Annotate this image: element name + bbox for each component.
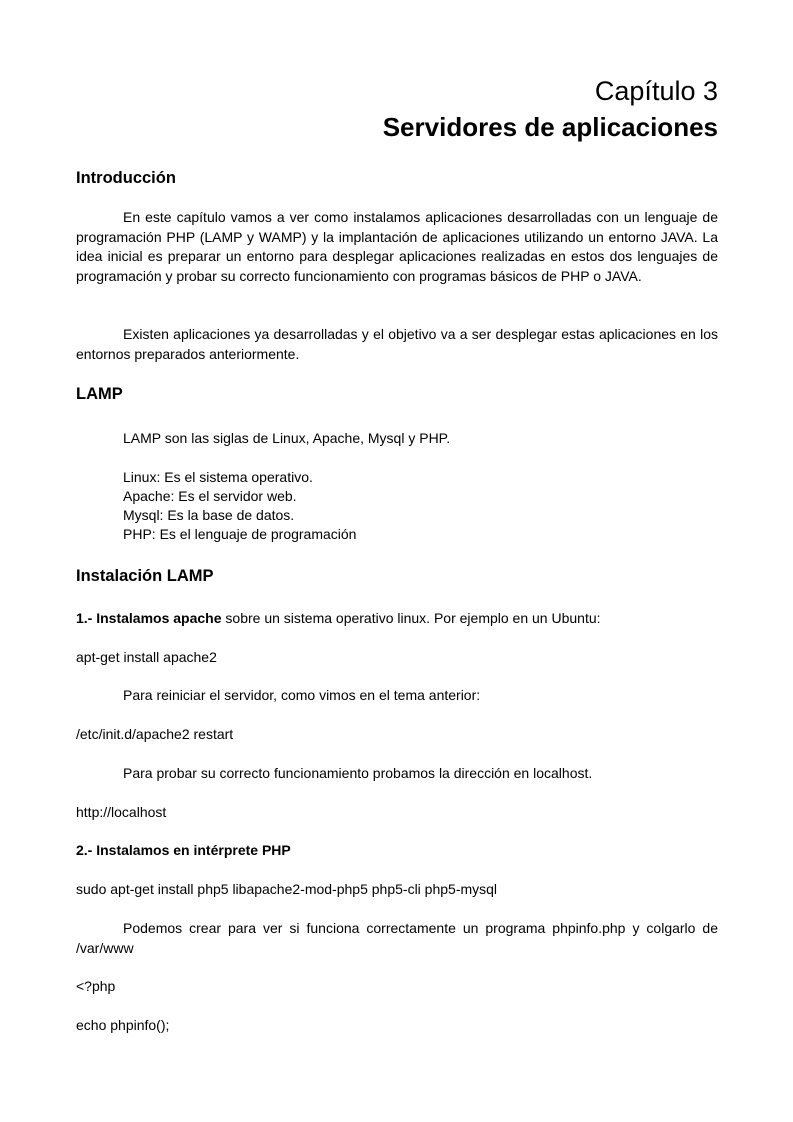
chapter-title: Servidores de aplicaciones bbox=[382, 112, 718, 142]
lamp-definition: LAMP son las siglas de Linux, Apache, Mysql y PHP. bbox=[123, 430, 451, 446]
intro-paragraph-1-text: En este capítulo vamos a ver como instalamos aplicaciones desarrolladas con un lenguaje de programación PHP (LAMP y WAMP) y la implantación de aplicaciones utilizando un entorno JAVA. La idea inicial es preparar un entorno para desplegar aplicaciones realizadas en estos dos lenguajes de programación y probar su correcto funcionamiento con programas básicos de PHP o JAVA. bbox=[76, 209, 718, 284]
code-echo-phpinfo: echo phpinfo(); bbox=[76, 1017, 170, 1033]
lamp-item-linux: Linux: Es el sistema operativo. bbox=[123, 469, 313, 485]
localhost-url: http://localhost bbox=[76, 804, 167, 820]
code-php-open-tag: <?php bbox=[76, 978, 116, 994]
intro-paragraph-2-text: Existen aplicaciones ya desarrolladas y el objetivo va a ser desplegar estas aplicaciones en los entornos preparados anteriormente. bbox=[76, 326, 718, 362]
intro-paragraph-2 bbox=[76, 325, 718, 364]
test-instruction: Para probar su correcto funcionamiento probamos la dirección en localhost. bbox=[123, 765, 593, 781]
phpinfo-paragraph bbox=[76, 919, 718, 958]
restart-instruction: Para reiniciar el servidor, como vimos en el tema anterior: bbox=[123, 687, 481, 703]
heading-lamp: LAMP bbox=[76, 385, 123, 403]
step-2-heading: 2.- Instalamos en intérprete PHP bbox=[76, 842, 291, 858]
heading-instalacion-lamp: Instalación LAMP bbox=[76, 567, 214, 585]
step-1-label: 1.- Instalamos apache bbox=[76, 610, 222, 626]
heading-introduccion: Introducción bbox=[76, 169, 176, 187]
cmd-install-php: sudo apt-get install php5 libapache2-mod-php5 php5-cli php5-mysql bbox=[76, 881, 498, 897]
cmd-install-apache: apt-get install apache2 bbox=[76, 649, 217, 665]
cmd-restart-apache: /etc/init.d/apache2 restart bbox=[76, 726, 234, 742]
intro-paragraph-1 bbox=[76, 208, 718, 286]
phpinfo-paragraph-text: Podemos crear para ver si funciona correctamente un programa phpinfo.php y colgarlo de /var/www bbox=[76, 920, 718, 956]
lamp-item-php: PHP: Es el lenguaje de programación bbox=[123, 526, 357, 542]
lamp-item-mysql: Mysql: Es la base de datos. bbox=[123, 507, 295, 523]
lamp-item-apache: Apache: Es el servidor web. bbox=[123, 488, 297, 504]
step-1 bbox=[76, 609, 601, 629]
chapter-number: Capítulo 3 bbox=[594, 76, 718, 106]
step-1-text: sobre un sistema operativo linux. Por ejemplo en un Ubuntu: bbox=[221, 610, 601, 626]
